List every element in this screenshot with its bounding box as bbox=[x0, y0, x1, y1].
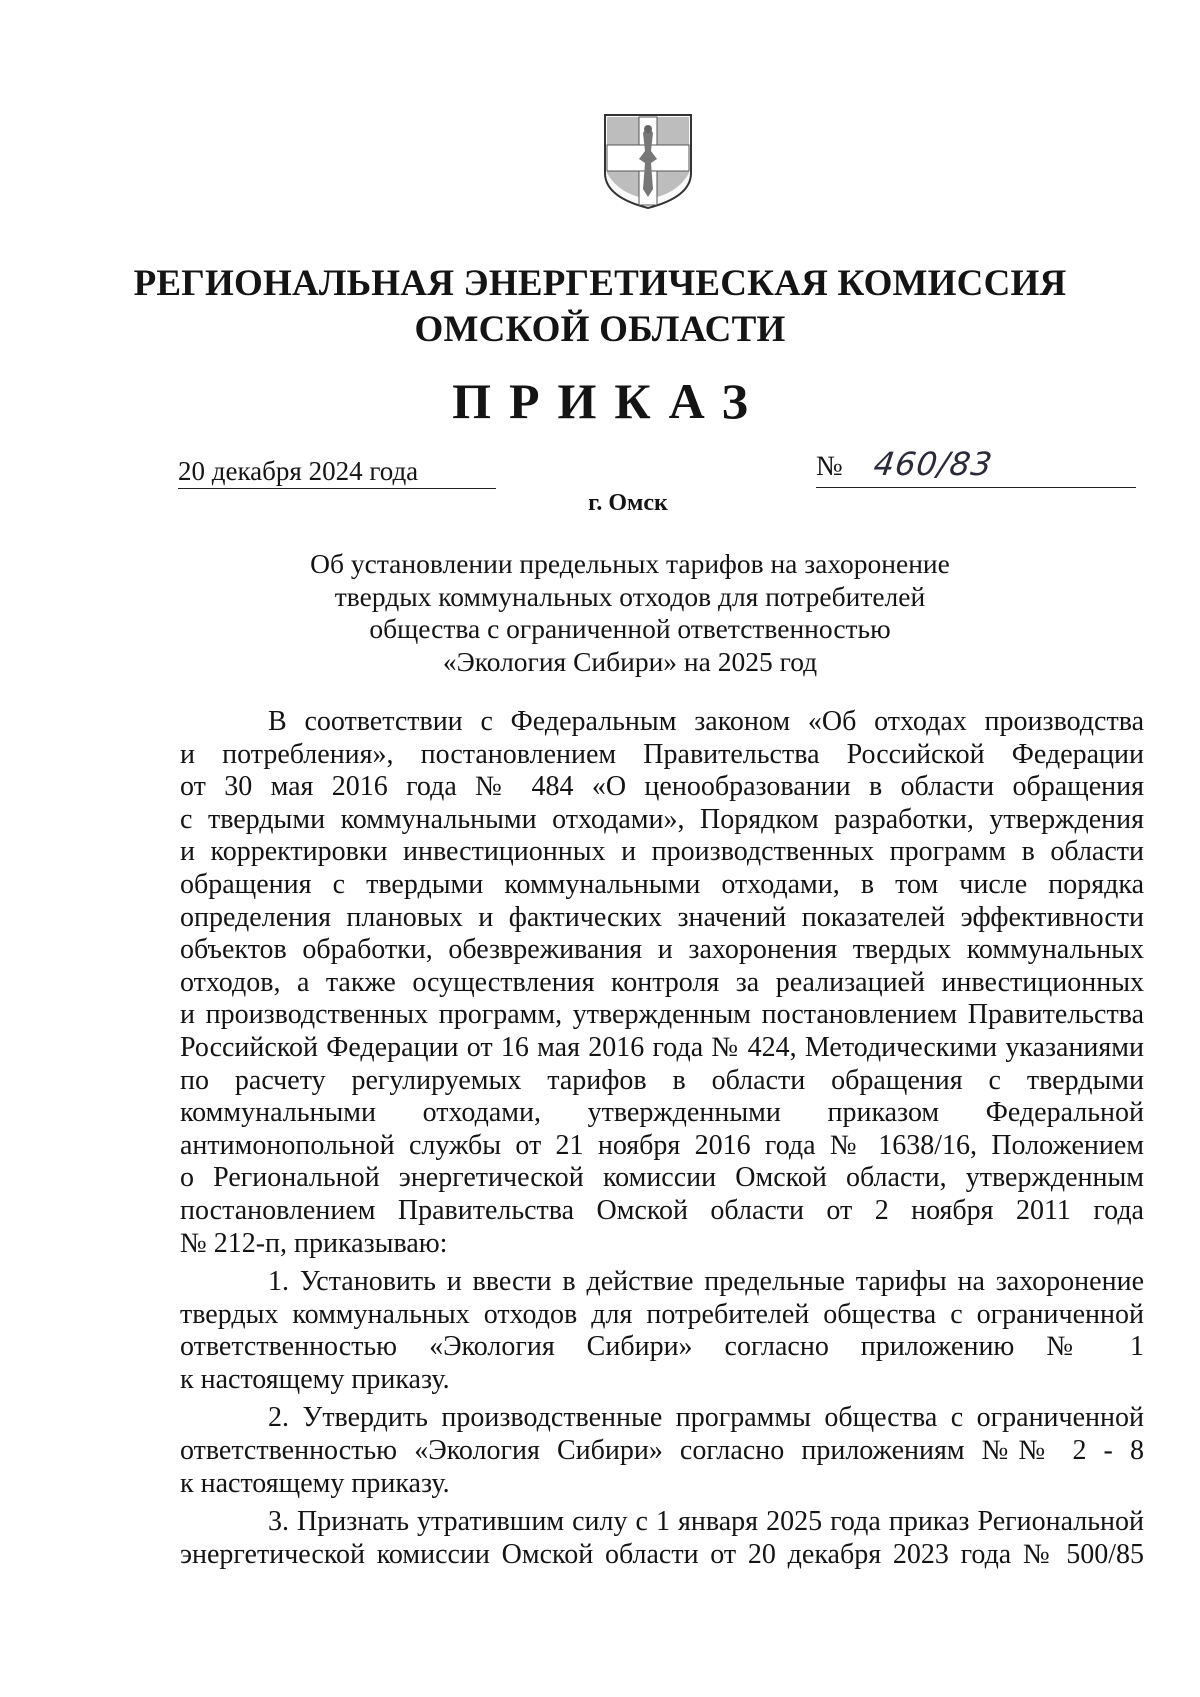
item-line: 1. Установить и ввести в действие предельные тарифы на захоронение bbox=[268, 1266, 1144, 1298]
preamble-line: отходов, а также осуществления контроля за реализацией инвестиционных bbox=[180, 966, 1144, 998]
preamble-line: с твердыми коммунальными отходами», Порядком разработки, утверждения bbox=[180, 803, 1144, 835]
omsk-coat-of-arms-icon bbox=[601, 111, 695, 211]
item-line: 3. Признать утратившим силу с 1 января 2025 года приказ Региональной bbox=[268, 1506, 1144, 1538]
preamble-line: постановлением Правительства Омской области от 2 ноября 2011 года bbox=[180, 1194, 1144, 1226]
document-number-field bbox=[816, 445, 1136, 488]
document-city: г. Омск bbox=[588, 490, 668, 516]
document-body bbox=[180, 706, 1144, 1571]
item-line: 2. Утвердить производственные программы общества с ограниченной bbox=[268, 1402, 1144, 1434]
order-item-1 bbox=[180, 1266, 1144, 1396]
title-line: «Экология Сибири» на 2025 год bbox=[442, 645, 818, 677]
organization-name-line2: ОМСКОЙ ОБЛАСТИ bbox=[414, 309, 786, 350]
item-line: ответственностью «Экология Сибири» согласно приложениям №№ 2 - 8 bbox=[180, 1435, 1144, 1467]
preamble-line: определения плановых и фактических значений показателей эффективности bbox=[180, 901, 1144, 933]
item-line: ответственностью «Экология Сибири» согласно приложению № 1 bbox=[180, 1331, 1144, 1363]
preamble-line: коммунальными отходами, утвержденными приказом Федеральной bbox=[180, 1097, 1144, 1129]
preamble-line: о Региональной энергетической комиссии Омской области, утвержденным bbox=[180, 1162, 1144, 1194]
title-line: общества с ограниченной ответственностью bbox=[369, 613, 891, 645]
preamble-line: от 30 мая 2016 года № 484 «О ценообразовании в области обращения bbox=[180, 771, 1144, 803]
order-item-3 bbox=[180, 1506, 1144, 1571]
preamble-line: антимонопольной службы от 21 ноября 2016 года № 1638/16, Положением bbox=[180, 1129, 1144, 1161]
title-line: Об установлении предельных тарифов на захоронение bbox=[310, 548, 950, 579]
order-item-2 bbox=[180, 1402, 1144, 1500]
item-line: энергетической комиссии Омской области от 20 декабря 2023 года № 500/85 bbox=[180, 1538, 1144, 1570]
document-type-heading: ПРИКАЗ bbox=[452, 373, 766, 429]
item-line: твердых коммунальных отходов для потребителей общества с ограниченной bbox=[180, 1298, 1144, 1330]
item-line: к настоящему приказу. bbox=[180, 1467, 450, 1499]
title-line: твердых коммунальных отходов для потребителей bbox=[334, 580, 926, 612]
document-date: 20 декабря 2024 года bbox=[178, 454, 496, 489]
preamble-line: и корректировки инвестиционных и производственных программ в области bbox=[180, 836, 1144, 868]
number-sign: № bbox=[816, 451, 843, 482]
organization-name-line1: РЕГИОНАЛЬНАЯ ЭНЕРГЕТИЧЕСКАЯ КОМИССИЯ bbox=[133, 263, 1067, 304]
preamble-line: обращения с твердыми коммунальными отходами, в том числе порядка bbox=[180, 868, 1144, 900]
preamble-line: и потребления», постановлением Правительства Российской Федерации bbox=[180, 738, 1144, 770]
document-title bbox=[0, 548, 1200, 678]
preamble-paragraph bbox=[180, 706, 1144, 1260]
preamble-line: и производственных программ, утвержденным постановлением Правительства bbox=[180, 999, 1144, 1031]
item-line: к настоящему приказу. bbox=[180, 1363, 450, 1395]
preamble-line: В соответствии с Федеральным законом «Об отходах производства bbox=[268, 706, 1144, 737]
preamble-line: № 212-п, приказываю: bbox=[180, 1227, 448, 1259]
preamble-line: Российской Федерации от 16 мая 2016 года № 424, Методическими указаниями bbox=[180, 1031, 1144, 1063]
handwritten-document-number: 460/83 bbox=[871, 445, 996, 483]
preamble-line: объектов обработки, обезвреживания и захоронения твердых коммунальных bbox=[180, 934, 1144, 966]
preamble-line: по расчету регулируемых тарифов в области обращения с твердыми bbox=[180, 1064, 1144, 1096]
